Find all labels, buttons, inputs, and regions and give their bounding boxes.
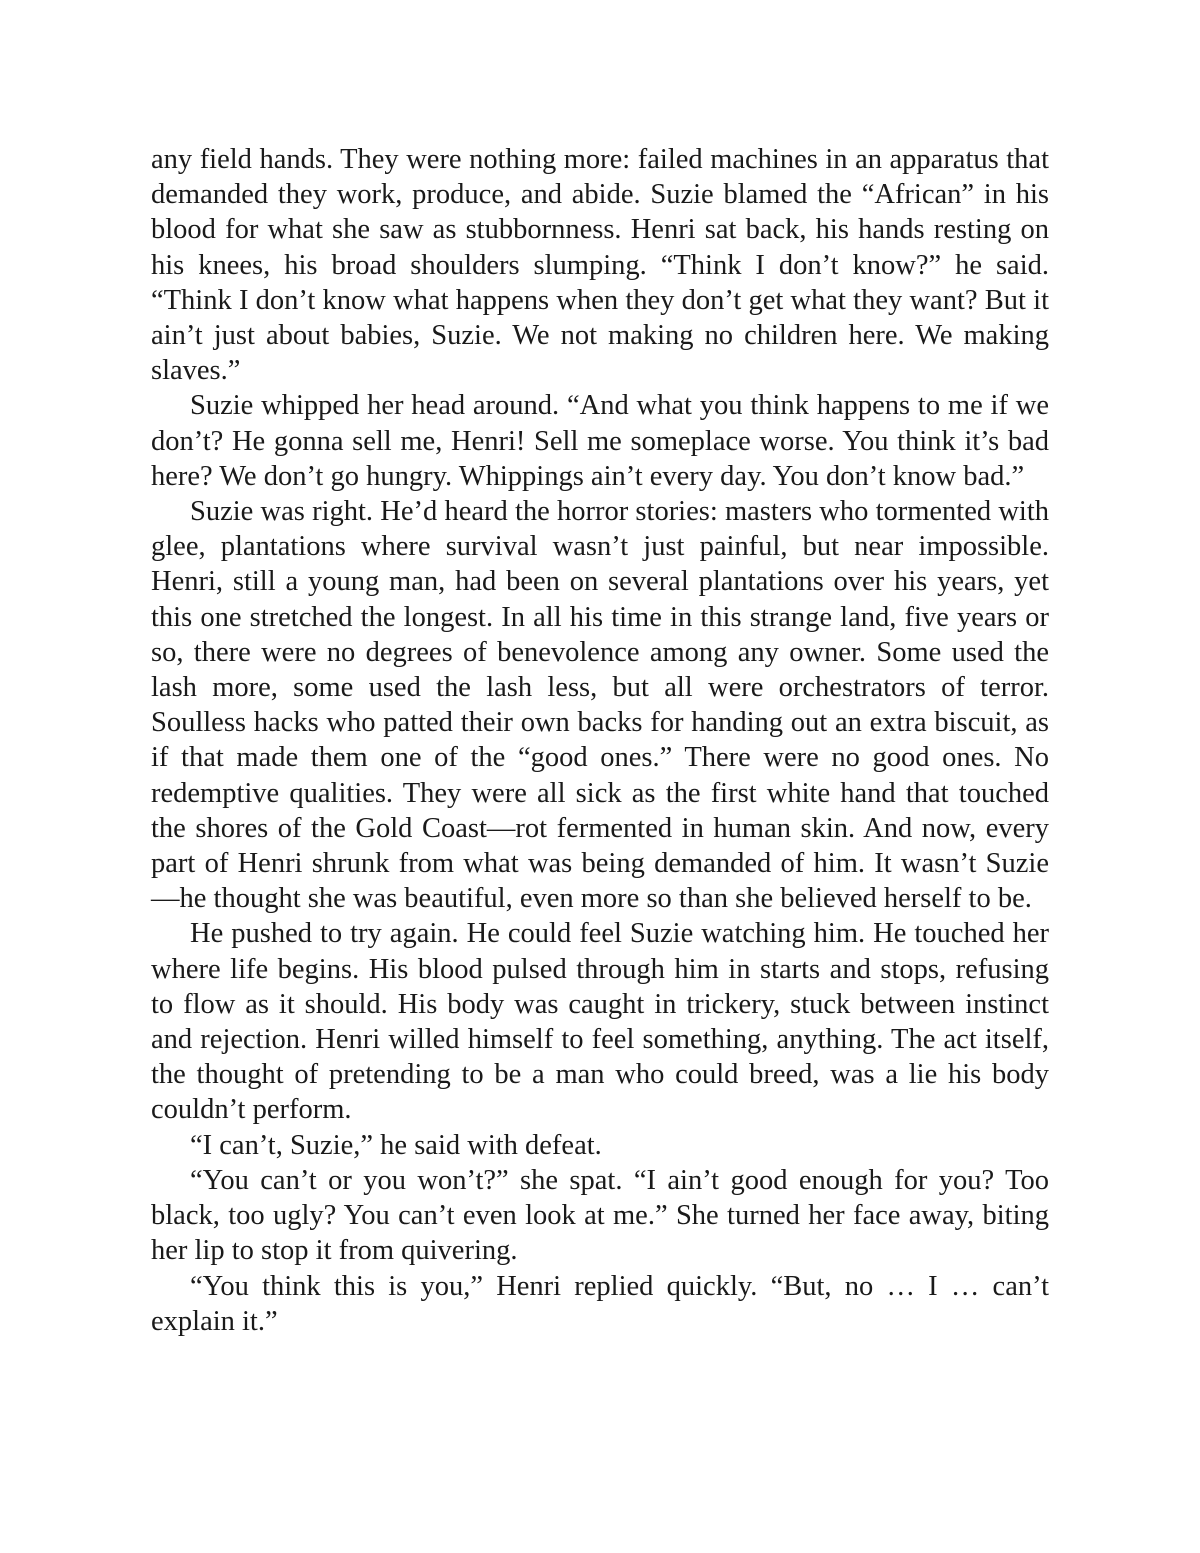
paragraph: “I can’t, Suzie,” he said with defeat.	[190, 1129, 602, 1161]
paragraph: Suzie whipped her head around. “And what you think happens to me if we don’t? He gonna sell me, Henri! Sell me someplace worse. You think it’s bad here? We don’t go hungry. Whippings ain’t every day. You don’t know bad.”	[151, 390, 1049, 492]
paragraph: any field hands. They were nothing more: failed machines in an apparatus that demanded they work, produce, and abide. Suzie blamed the “African” in his blood for what she saw as stubbornness. Henri sat back, his hands resting on his knees, his broad shoulders slumping. “Think I don’t know?” he said. “Think I don’t know what happens when they don’t get what they want? But it ain’t just about babies, Suzie. We not making no children here. We making slaves.”	[151, 144, 1049, 387]
paragraph: Suzie was right. He’d heard the horror stories: masters who tormented with glee, plantations where survival wasn’t just painful, but near impossible. Henri, still a young man, had been on several plantations over his years, yet this one stretched the longest. In all his time in this strange land, five years or so, there were no degrees of benevolence among any owner. Some used the lash more, some used the lash less, but all were orchestrators of terror. Soulless hacks who patted their own backs for handing out an extra biscuit, as if that made them one of the “good ones.” There were no good ones. No redemptive qualities. They were all sick as the first white hand that touched the shores of the Gold Coast—rot fermented in human skin. And now, every part of Henri shrunk from what was being demanded of him. It wasn’t Suzie—he thought she was beautiful, even more so than she believed herself to be.	[151, 496, 1049, 915]
paragraph: “You think this is you,” Henri replied quickly. “But, no … I … can’t explain it.”	[151, 1270, 1049, 1337]
paragraph: He pushed to try again. He could feel Suzie watching him. He touched her where life begins. His blood pulsed through him in starts and stops, refusing to flow as it should. His body was caught in trickery, stuck between instinct and rejection. Henri willed himself to feel something, anything. The act itself, the thought of pretending to be a man who could breed, was a lie his body couldn’t perform.	[151, 918, 1049, 1126]
paragraph: “You can’t or you won’t?” she spat. “I ain’t good enough for you? Too black, too ugly? You can’t even look at me.” She turned her face away, biting her lip to stop it from quivering.	[151, 1164, 1049, 1267]
page-body	[151, 142, 1049, 1339]
